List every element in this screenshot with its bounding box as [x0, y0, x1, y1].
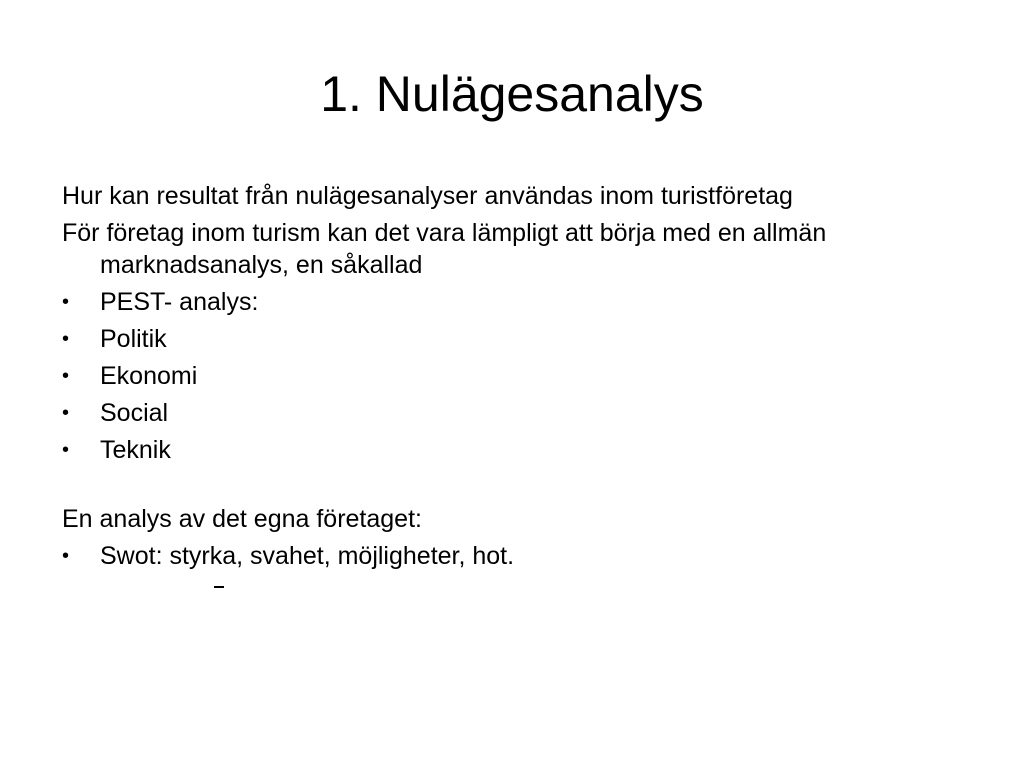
own-analysis-heading: En analys av det egna företaget:: [62, 505, 422, 533]
pest-bullet-item: [62, 323, 962, 355]
bullet-text: Politik: [100, 325, 167, 353]
bullet-text: Ekonomi: [100, 362, 198, 390]
stray-dash-mark: [214, 586, 224, 588]
bullet-text: Teknik: [100, 436, 171, 464]
pest-bullet-item: [62, 360, 962, 392]
intro-paragraph-1: Hur kan resultat från nulägesanalyser användas inom turistföretag: [62, 182, 793, 210]
bullet-text: PEST- analys:: [100, 288, 259, 316]
bullet-icon: •: [62, 365, 70, 387]
swot-bullet-list: [62, 540, 962, 572]
pest-bullet-item: [62, 397, 962, 429]
pest-bullet-list: [62, 286, 962, 466]
slide-content: [62, 180, 962, 577]
bullet-text: Swot: styrka, svahet, möjligheter, hot.: [100, 542, 515, 570]
slide-title: 1. Nulägesanalys: [320, 66, 704, 122]
bullet-icon: •: [62, 291, 70, 313]
intro-paragraph-2: För företag inom turism kan det vara lämpligt att börja med en allmän marknadsanalys, en såkallad: [62, 219, 827, 279]
bullet-icon: •: [62, 402, 70, 424]
swot-bullet-item: [62, 540, 962, 572]
bullet-text: Social: [100, 399, 169, 427]
pest-bullet-item: [62, 286, 962, 318]
spacer: [62, 471, 962, 503]
pest-bullet-item: [62, 434, 962, 466]
bullet-icon: •: [62, 545, 70, 567]
bullet-icon: •: [62, 328, 70, 350]
bullet-icon: •: [62, 439, 70, 461]
